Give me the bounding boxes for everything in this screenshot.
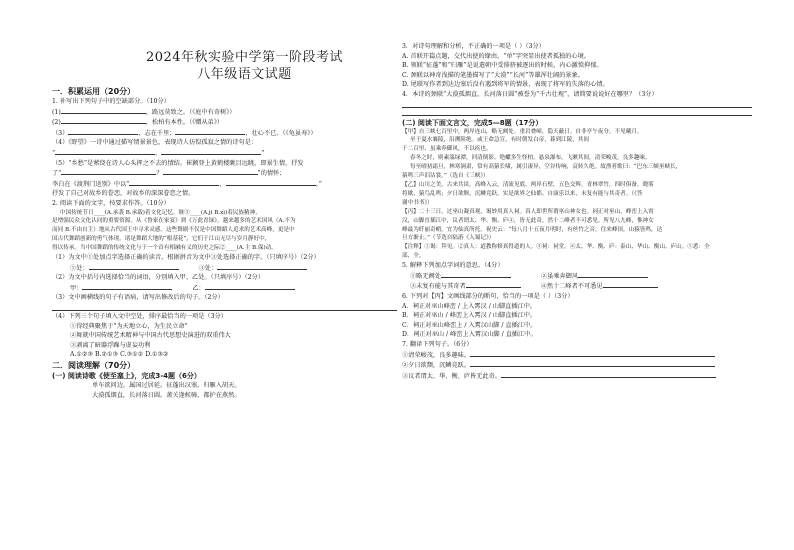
answer-blank[interactable] xyxy=(61,107,146,114)
q1-line-5c: 李白在《渡荆门送别》中以“ ， 。” xyxy=(52,180,322,188)
answer-blank[interactable] xyxy=(89,263,179,270)
q3-option-b: B. 领联“征蓬”和“归雁”是说遣朝中受排挤被逐出的时候，内心激愤抑郁。 xyxy=(402,62,603,70)
q2-sub-1: （1）为文中①处加点字选择正确的读音，根据拼音为文中③处选择正确的字。（只填序号）（2分） xyxy=(52,254,320,262)
answer-blank[interactable] xyxy=(55,148,155,155)
q3-option-a: A. 首联开篇点题，交代出使的缘由。“单”字突显出使者孤独的心境。 xyxy=(402,52,590,60)
q1-line-4: （4）《野望》一诗中通过描写情景景色，表现诗人彷徨孤寂之情的诗句是： xyxy=(52,139,258,147)
answer-blank[interactable] xyxy=(226,179,316,186)
answer-blank[interactable] xyxy=(217,263,307,270)
q2-sub-1-answers: ①处： ③处： xyxy=(52,263,397,274)
passage-a-line: 至于夏水襄陵，沿溯阻绝。或王命急宣，有时朝发白帝，暮到江陵，其间 xyxy=(410,137,590,144)
answer-line[interactable] xyxy=(402,109,752,116)
question-4: 4．本诗的颈联“大漠孤烟直，长河落日圆”被誉为“千古壮观”，请简要说说好在哪里？（3分） xyxy=(402,90,658,98)
annotation-line: 【注释】①谒：拜见。②真人：道教称修真得道的人。③祠：祠堂。④太、华、衡、庐：泰山、华山、衡山、庐山。⑤悉：全 xyxy=(402,244,710,251)
answer-blank[interactable] xyxy=(82,283,172,290)
option-1: ①得经典聚焦于“为天地立心，为生民立命” xyxy=(70,322,188,330)
answer-blank[interactable] xyxy=(441,271,511,278)
q7-item-2: ②夕日欲颓，沉鳞竞跃。 xyxy=(402,360,752,371)
q1-line-2: (2) ，松柏有本性。（《赠从弟》） xyxy=(52,119,224,127)
q6-option-d: D．祠正对巫山 / 峰峦上入霄汉山脚 / 直插江中。 xyxy=(402,331,537,339)
q1-line-3: （3） ，志在千里； ，壮心不已。（《龟虽寿》） xyxy=(52,129,317,137)
q3-option-c: C. 颈联以神奇浅描的笔墨描写了“大漠”“长河”等雄浑壮阔的景象。 xyxy=(402,71,584,79)
passage-b-line: 谢中书书》） xyxy=(402,199,433,206)
answer-blank[interactable] xyxy=(603,281,658,288)
q3-option-d: D. 尾联写作者到达边塞后没有遇到将军的情景，表现了将军的失落的心情。 xyxy=(402,81,609,89)
passage-line: 得以传承。当中国舞蹈的传统文化与于一个首有相融有义的历史之际②____(A.主 B.保)动。 xyxy=(52,245,277,252)
exam-subtitle: 八年级语文试题 xyxy=(197,67,292,82)
passage-line: 是增强民众文化认同的重要资源。从《鲁家在家宴》到《万此青绿》，越来越多的艺术国风（A.不为 xyxy=(52,218,296,225)
answer-line[interactable] xyxy=(402,101,752,108)
q2-sub-2: （2）为文中括号内选择恰当的词语，分别填入甲、乙处。（只填序号）（2分） xyxy=(52,274,265,282)
q7-item-1: ①清荣峻茂，良多趣味。 xyxy=(402,350,752,361)
question-2: 2. 阅读下面的文字，按要求作答。（10分） xyxy=(52,199,170,207)
passage-a-line: 春冬之时，则素湍绿潭，回清倒影。绝巘多生怪柏，悬泉瀑布，飞漱其间，清荣峻茂，良多趣味。 xyxy=(410,155,651,162)
q2-sub-2-answers: 甲： 乙： xyxy=(52,283,397,294)
annotation-line: 部，全。 xyxy=(402,253,425,260)
passage-c-line: 旦方渐止。”（节选自陆游《入蜀记》） xyxy=(402,235,495,242)
section-2a-heading: (一) 阅读诗歌《使至塞上》，完成3-4题（6分） xyxy=(52,372,201,380)
poem-line-1: 单车欲问边，属国过居延。征蓬出汉塞，归雁入胡天。 xyxy=(92,382,241,389)
passage-c-line: 【丙】二十三日，过巫山凝真观，谒妙用真人祠。真人即世所谓巫山神女也。祠正对巫山，峰峦上入霄 xyxy=(402,208,654,215)
answer-blank[interactable] xyxy=(129,179,219,186)
answer-blank[interactable] xyxy=(470,360,715,367)
answer-blank[interactable] xyxy=(205,283,295,290)
passage-a-line: 每至晴初霜旦，林寒涧肃，常有高猿长啸，属引凄异，空谷传响，哀转久绝。故渔者歌曰：“巴东三峡巫峡长， xyxy=(410,164,682,171)
q1-line-5d: 抒发了自己对故乡的眷恋，对故乡的深深眷恋之情。 xyxy=(52,190,195,198)
q7-item-3: ③议者谓太、华、衡、庐皆无此奇。 xyxy=(402,371,752,382)
q6-option-a: A．祠正对巫山峰峦 / 上入霄汉 / 山脚直插江中。 xyxy=(402,302,537,310)
answer-blank[interactable] xyxy=(578,271,648,278)
q1-line-1: (1) ，路远莫致之。（《庭中有奇树》） xyxy=(52,108,236,116)
passage-a-line: 猿鸣三声泪沾裳。”（选自《三峡》） xyxy=(402,173,489,180)
passage-b-line: 将歇，猿鸟乱鸣；夕日欲颓，沉鳞竞跃。实是欲界之仙都。自康乐以来，未复有能与其奇者。（《答 xyxy=(402,190,643,197)
question-1: 1. 补写出下列句子中的空缺部分。（10分） xyxy=(52,98,170,105)
section-1-heading: 一．积累运用（20分） xyxy=(52,87,136,96)
q6-option-b: B．祠正对巫山 / 峰峦上入霄汉 / 山脚直插江中。 xyxy=(402,312,537,320)
exam-title: 2024年秋实验中学第一阶段考试 xyxy=(145,50,344,65)
right-column xyxy=(402,42,752,537)
q1-line-5b: 了“ ？ ”的情怀； xyxy=(52,170,286,178)
passage-c-line: 峰最为纤丽奇峭，宜为仙真所托。祝史云：“每八月十五夜月明时，有丝竹之音，往来峰顶，山猿皆鸣，达 xyxy=(402,226,663,233)
section-2b-heading: (二) 阅读下面文言文，完成5—8题（17分） xyxy=(402,118,543,127)
q5-row-1: ①略无阙处 ②虽乘奔御风 xyxy=(402,271,752,282)
passage-c-line: 汉，山脚直插江中，议者谓太、华、衡、庐④，皆无此奇。然十二峰者不可悉见。所见八九峰，惟神女 xyxy=(402,217,654,224)
question-7: 7. 翻译下列句子。（6分） xyxy=(402,340,473,348)
answer-blank[interactable] xyxy=(161,148,261,155)
section-2-heading: 二．阅读理解（70分） xyxy=(52,361,136,370)
q2-sub-3: （3）文中画横线的句子有语病，请写出修改后的句子。（2分） xyxy=(52,294,224,302)
answer-blank[interactable] xyxy=(163,168,258,175)
answer-options: A.①②③ B.②①③ C.③①② D.①③② xyxy=(70,351,169,359)
q1-line-4b: “ ， ” xyxy=(52,149,265,157)
passage-line: 国古代舞蹈创新的勇气体现。诸是舞蹈大地的“根基花”，它们于江山无尽与岁月静好中， xyxy=(52,236,271,243)
answer-line[interactable] xyxy=(52,304,397,311)
answer-blank[interactable] xyxy=(61,117,146,124)
answer-blank[interactable] xyxy=(470,350,715,357)
poem-line-2: 大漠孤烟直，长河落日圆。萧关逢候骑，都护在燕然。 xyxy=(92,392,241,399)
passage-line: 中国传统节日____(A.承袭 B.承载)着文化记忆。继③____(A.ji B.xì)着民族精神， xyxy=(60,209,261,216)
passage-b-line: 【乙】山川之美，古来共谈。高峰入云，清流见底。两岸石壁，五色交辉。青林翠竹，四时俱备。晓雾 xyxy=(402,182,654,188)
passage-a-line: 【甲】自三峡七百里中，两岸连山，略无阙处。重岩叠嶂，隐天蔽日。自非亭午夜分，不见曦月。 xyxy=(402,128,643,135)
question-3: 3．对诗句理解和分析，不正确的一项是（ ）（3分） xyxy=(402,43,545,50)
question-5: 5. 解释下列加点字词的意思。（4分） xyxy=(402,262,504,270)
passage-a-line: 千二百里，虽乘奔御风，不以疾也。 xyxy=(402,146,492,153)
q6-option-c: C．祠正对巫山峰峦上 / 入霄汉山脚 / 直插江中。 xyxy=(402,321,537,329)
option-2: ②舞就中国传统艺术精神与中国古代思想史演进的双重伟大 xyxy=(70,332,231,340)
answer-blank[interactable] xyxy=(68,128,138,135)
answer-blank[interactable] xyxy=(175,128,245,135)
option-3: ③剥离了暗器浮躁与虚妄功利 xyxy=(70,341,151,349)
q1-line-5: （5）“乡愁”是萦绕在诗人心头挥之不去的情结。崔颢登上黄鹤楼眺目远眺，即景生情，抒发 xyxy=(52,159,304,167)
left-column xyxy=(52,50,397,545)
q5-row-2: ③未复有能与其奇者 ④然十二峰者不可悉见 xyxy=(402,281,752,292)
passage-line: 而同 B.不由自主）地从古代国王中寻求灵感。这些舞剧不仅是中国舞蹈人追求的艺术高峰，更是中 xyxy=(52,227,295,234)
question-6: 6. 下列对【丙】文画线部分的断句，恰当的一项是（ ）（3分） xyxy=(402,292,574,300)
q2-sub-4: （4）下列三个句子填入文中空处，排序最恰当的一项是（3分） xyxy=(52,313,227,321)
answer-blank[interactable] xyxy=(466,281,521,288)
answer-blank[interactable] xyxy=(61,168,156,175)
answer-blank[interactable] xyxy=(501,371,716,378)
